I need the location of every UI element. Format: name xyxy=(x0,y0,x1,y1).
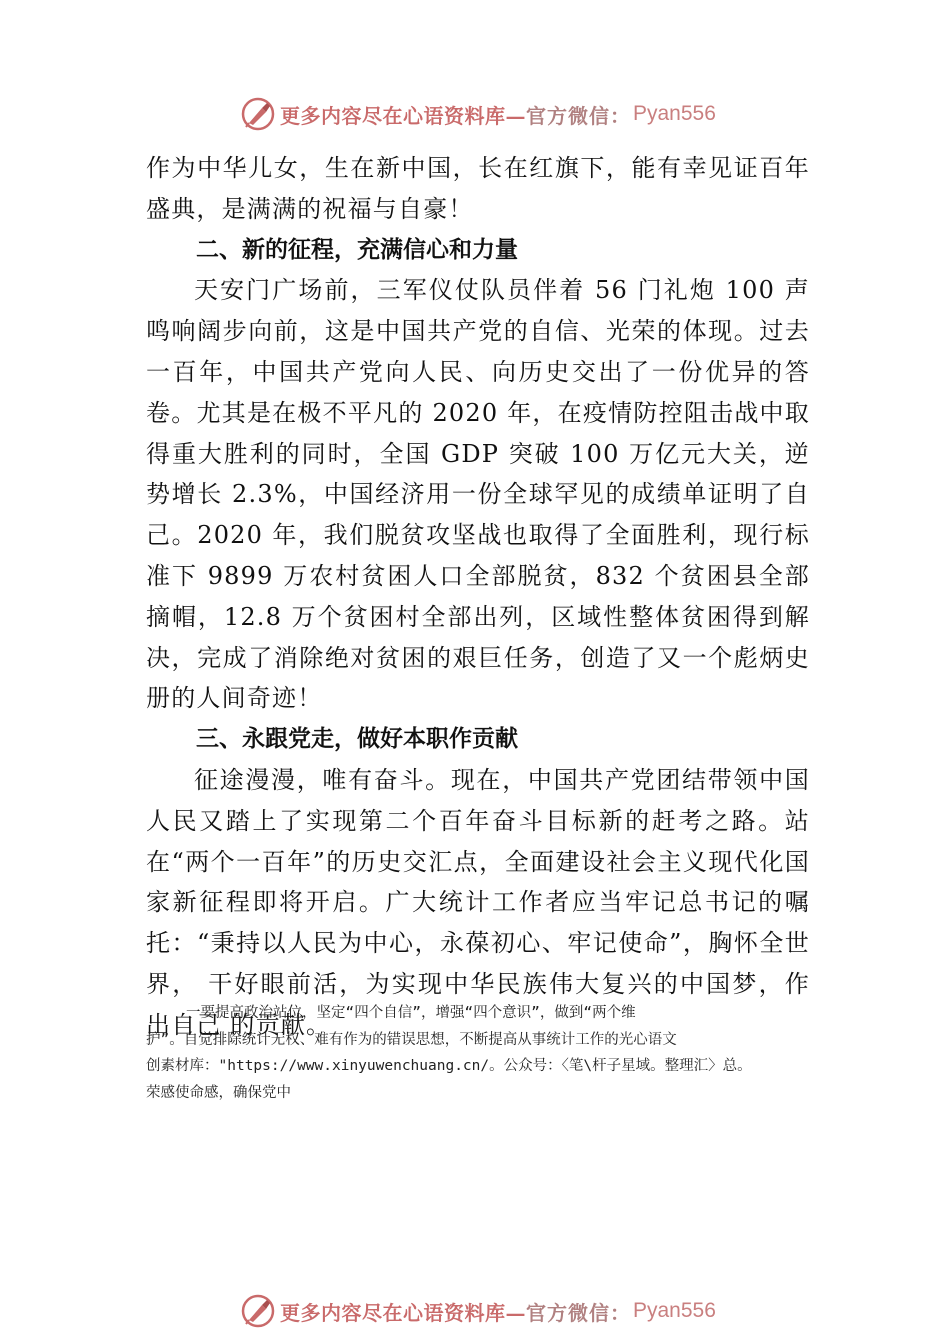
paragraph-2: 天安门广场前，三军仪仗队员伴着 56 门礼炮 100 声鸣响阔步向前，这是中国共产党的自信、光荣的体现。过去一百年，中国共产党向人民、向历史交出了一份优异的答卷。尤其是在极不平凡的 2020 年，在疫情防控阻击战中取得重大胜利的同时，全国 GDP 突破 100 万亿元大关，逆势增长 2.3%，中国经济用一份全球罕见的成绩单证明了自己。2020 年，我们脱贫攻坚战也取得了全面胜利，现行标准下 9899 万农村贫困人口全部脱贫，832 个贫困县全部摘帽，12.8 万个贫困村全部出列，区域性整体贫困得到解决，完成了消除绝对贫困的艰巨任务，创造了又一个彪炳史册的人间奇迹！ xyxy=(146,276,810,713)
section-heading-2: 二、新的征程，充满信心和力量 xyxy=(196,236,518,263)
footnote-line-2: 护”。自觉排除统计无权、难有作为的错误思想，不断提高从事统计工作的光心语文 xyxy=(146,1031,677,1048)
wechat-label: 官方微信： xyxy=(526,1300,631,1325)
watermark-text: 更多内容尽在心语资料库— xyxy=(280,1300,526,1325)
footnote-line-1: 一要提高政治站位，坚定“四个自信”，增强“四个意识”，做到“两个维 xyxy=(186,1005,636,1021)
fountain-pen-logo-icon xyxy=(240,96,276,132)
footnote-block xyxy=(146,1000,836,1106)
wechat-id: Pyan556 xyxy=(633,102,716,125)
watermark-banner-bottom xyxy=(240,1291,716,1331)
footnote-line-3: 创素材库："https://www.xinyuwenchuang.cn/。公众号：〈笔\杆子星域。整理汇〉总。 xyxy=(146,1058,752,1074)
watermark-banner-top xyxy=(240,94,716,134)
paragraph-3: 征途漫漫，唯有奋斗。现在，中国共产党团结带领中国人民又踏上了实现第二个百年奋斗目标新的赶考之路。站在“两个一百年”的历史交汇点，全面建设社会主义现代化国家新征程即将开启。广大统计工作者应当牢记总书记的嘱托：“秉持以人民为中心，永葆初心、牢记使命”，胸怀全世界， 干好眼前活，为实现中华民族伟大复兴的中国梦，作出自己 的贡献。 xyxy=(146,765,810,1039)
document-body xyxy=(146,148,810,1046)
wechat-label: 官方微信： xyxy=(526,103,631,128)
wechat-id: Pyan556 xyxy=(633,1299,716,1322)
section-heading-3: 三、永跟党走，做好本职作贡献 xyxy=(196,726,518,753)
fountain-pen-logo-icon xyxy=(240,1293,276,1329)
paragraph-1: 作为中华儿女，生在新中国，长在红旗下，能有幸见证百年盛典，是满满的祝福与自豪！ xyxy=(146,154,810,223)
watermark-text: 更多内容尽在心语资料库— xyxy=(280,103,526,128)
footnote-line-4: 荣感使命感，确保党中 xyxy=(146,1084,291,1101)
